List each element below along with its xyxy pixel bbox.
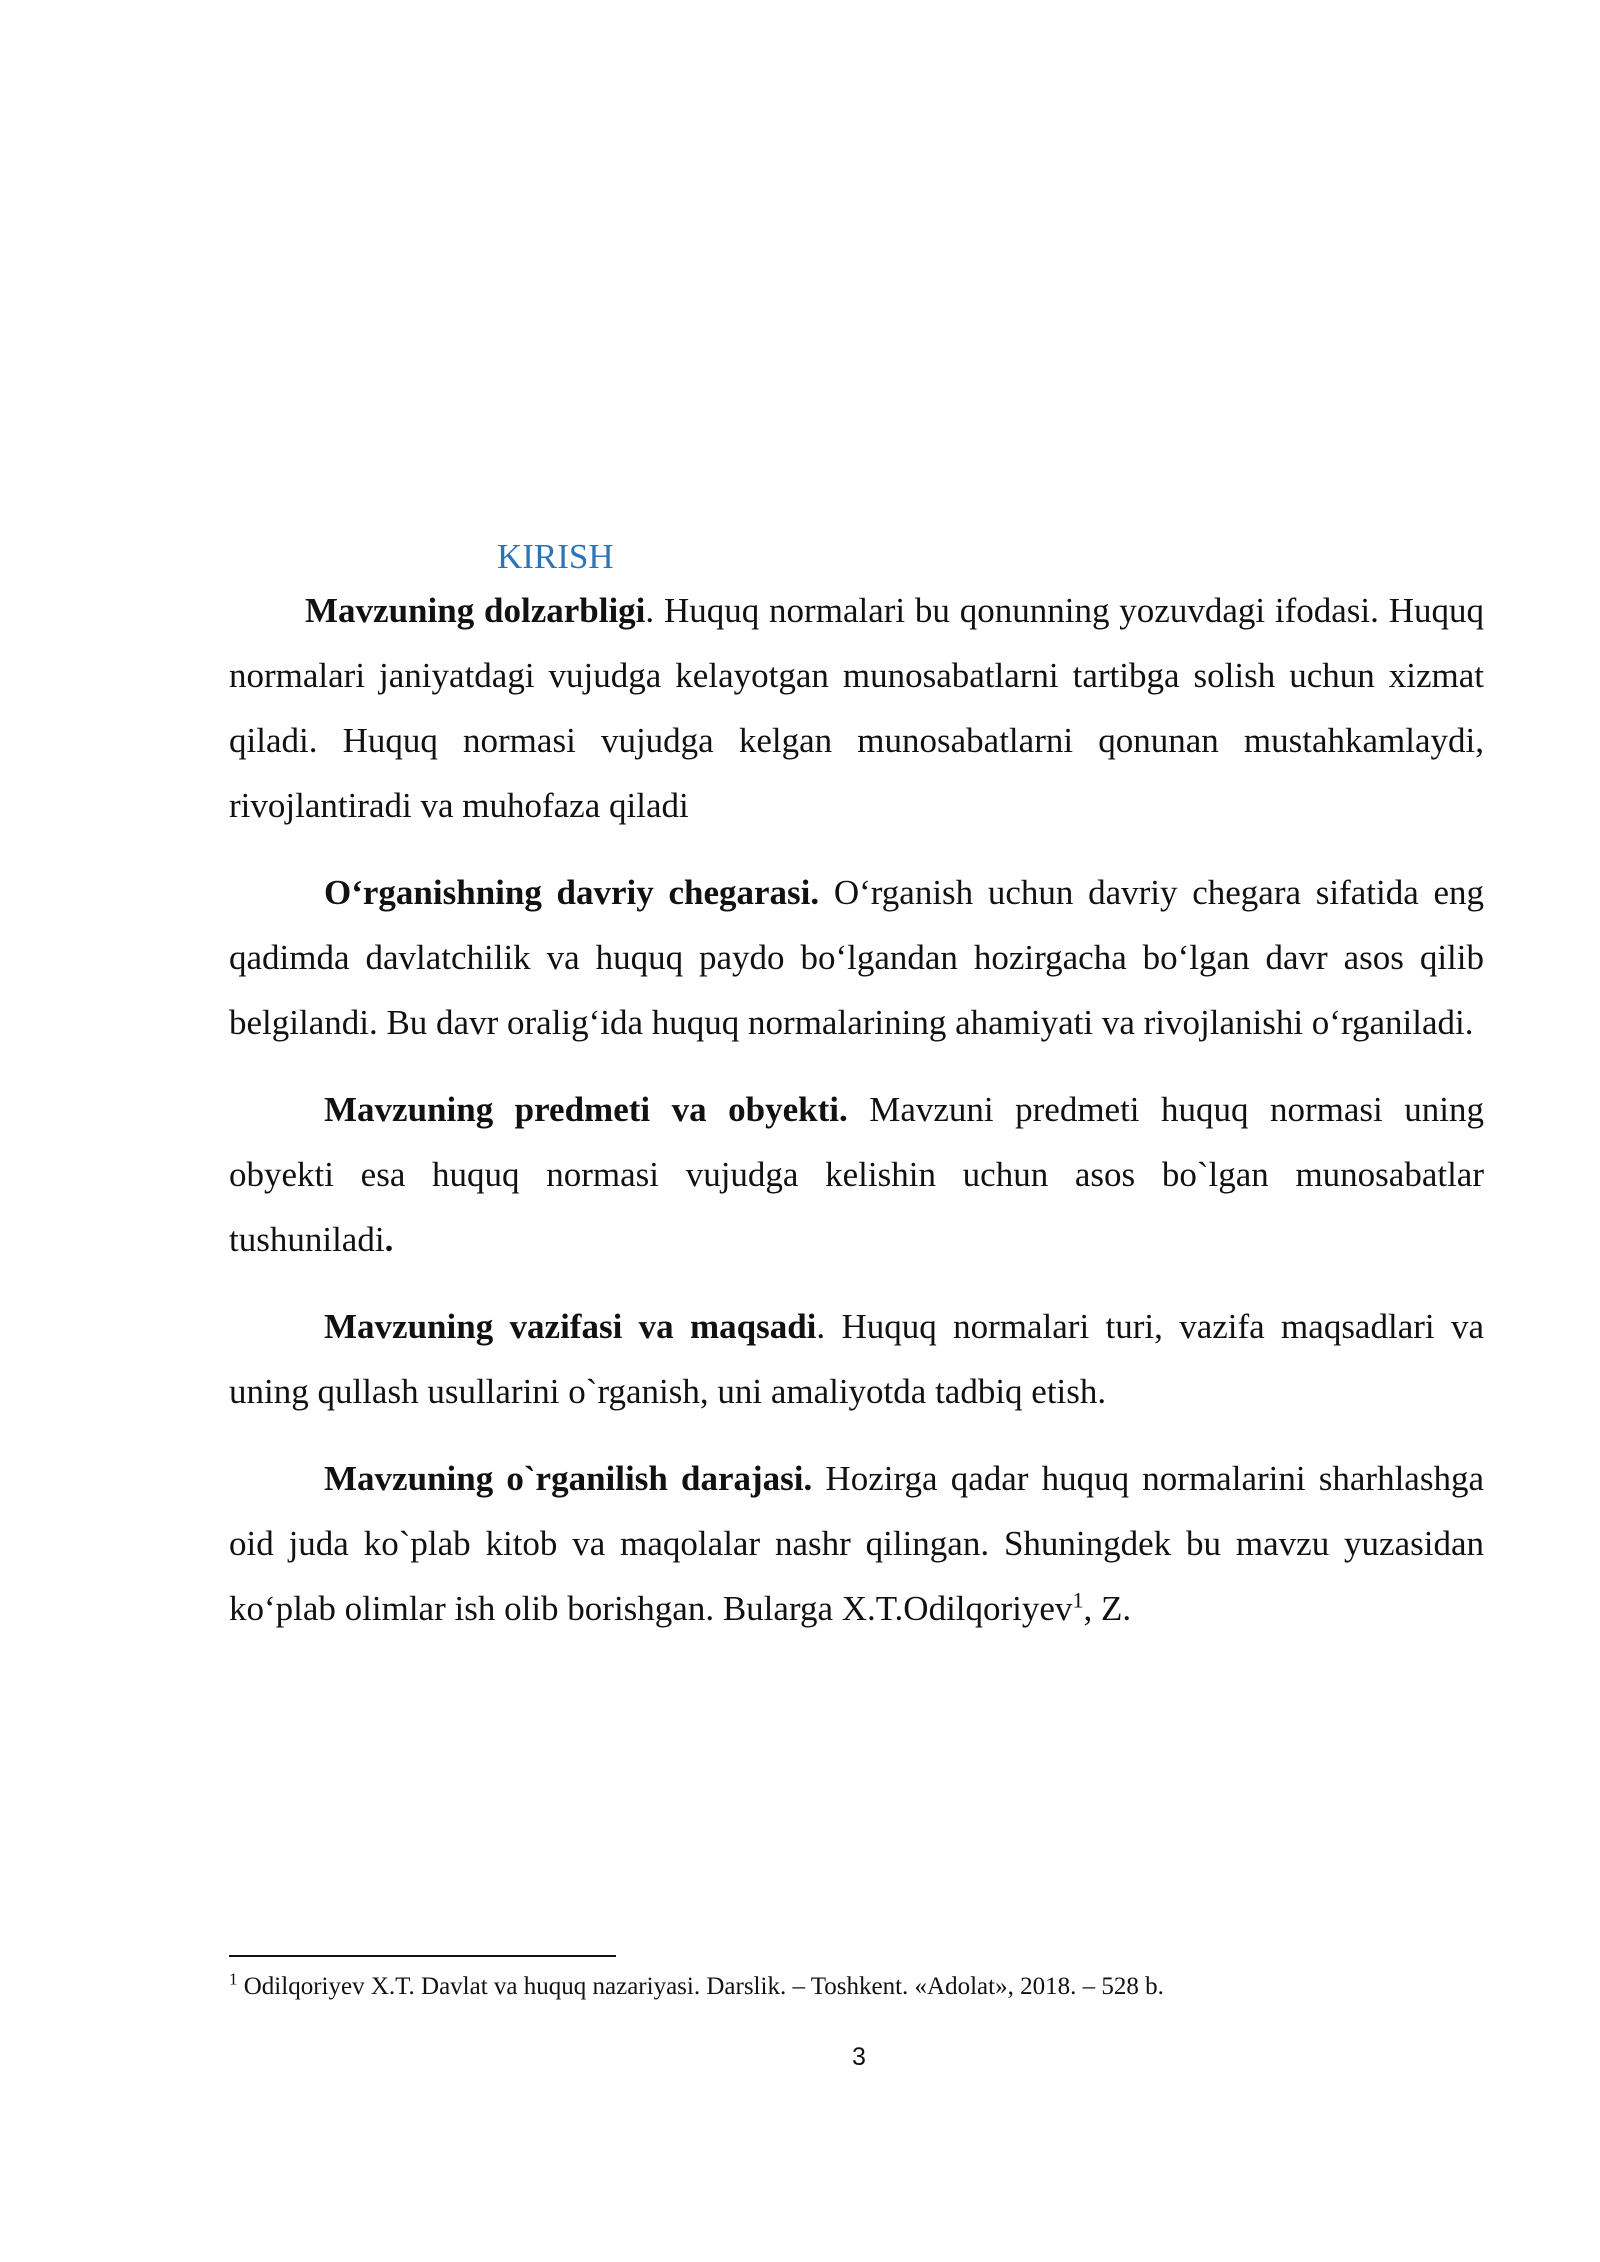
footnote-number: 1 [229, 1969, 238, 1989]
paragraph-title: Mavzuning vazifasi va maqsadi [324, 1307, 817, 1346]
paragraph-tail: . [384, 1220, 394, 1259]
paragraph-relevance [229, 578, 1484, 838]
paragraph-title: Mavzuning o`rganilish darajasi. [324, 1459, 813, 1498]
paragraph-subject-object [229, 1077, 1484, 1272]
paragraph-title: Mavzuning dolzarbligi [305, 591, 646, 630]
paragraph-text: . Huquq normalari turi, vazifa maqsadlari va uning qullash usullarini o`rganish, uni amaliyotda tadbiq etish. [229, 1307, 1484, 1411]
footnote-separator [229, 1955, 616, 1957]
paragraph-chronology [229, 860, 1484, 1055]
paragraph-title: Mavzuning predmeti va obyekti. [324, 1090, 848, 1129]
paragraph-tasks-goals [229, 1294, 1484, 1424]
footnote-reference[interactable]: 1 [1072, 1587, 1084, 1613]
footnote-text: Odilqoriyev X.T. Davlat va huquq nazariyasi. Darslik. – Toshkent. «Adolat», 2018. – 528 b. [237, 1973, 1164, 2000]
paragraph-text: Hozirga qadar huquq normalarini sharhlashga oid juda ko`plab kitob va maqolalar nashr qilingan. Shuningdek bu mavzu yuzasidan ko‘plab olimlar ish olib borishgan. Bularga X.T.Odilqoriyev [229, 1459, 1484, 1628]
body-text [229, 578, 1484, 1663]
paragraph-text: . Huquq normalari bu qonunning yozuvdagi ifodasi. Huquq normalari janiyatdagi vujudga kelayotgan munosabatlarni tartibga solish uchun xizmat qiladi. Huquq normasi vujudga kelgan munosabatlarni qonunan mustahkamlaydi, rivojlantiradi va muhofaza qiladi [229, 591, 1484, 825]
section-heading: KIRISH [497, 537, 614, 576]
paragraph-text: O‘rganish uchun davriy chegara sifatida eng qadimda davlatchilik va huquq paydo bo‘lgandan hozirgacha bo‘lgan davr asos qilib belgilandi. Bu davr oralig‘ida huquq normalarining ahamiyati va rivojlanishi o‘rganiladi. [229, 873, 1484, 1042]
paragraph-title: O‘rganishning davriy chegarasi. [324, 873, 820, 912]
footnote [229, 1970, 1484, 2004]
paragraph-study-level [229, 1446, 1484, 1641]
page-number: 3 [852, 2043, 866, 2071]
paragraph-text: Mavzuni predmeti huquq normasi uning obyekti esa huquq normasi vujudga kelishin uchun asos bo`lgan munosabatlar tushuniladi [229, 1090, 1484, 1259]
paragraph-text-end: , Z. [1083, 1589, 1132, 1628]
